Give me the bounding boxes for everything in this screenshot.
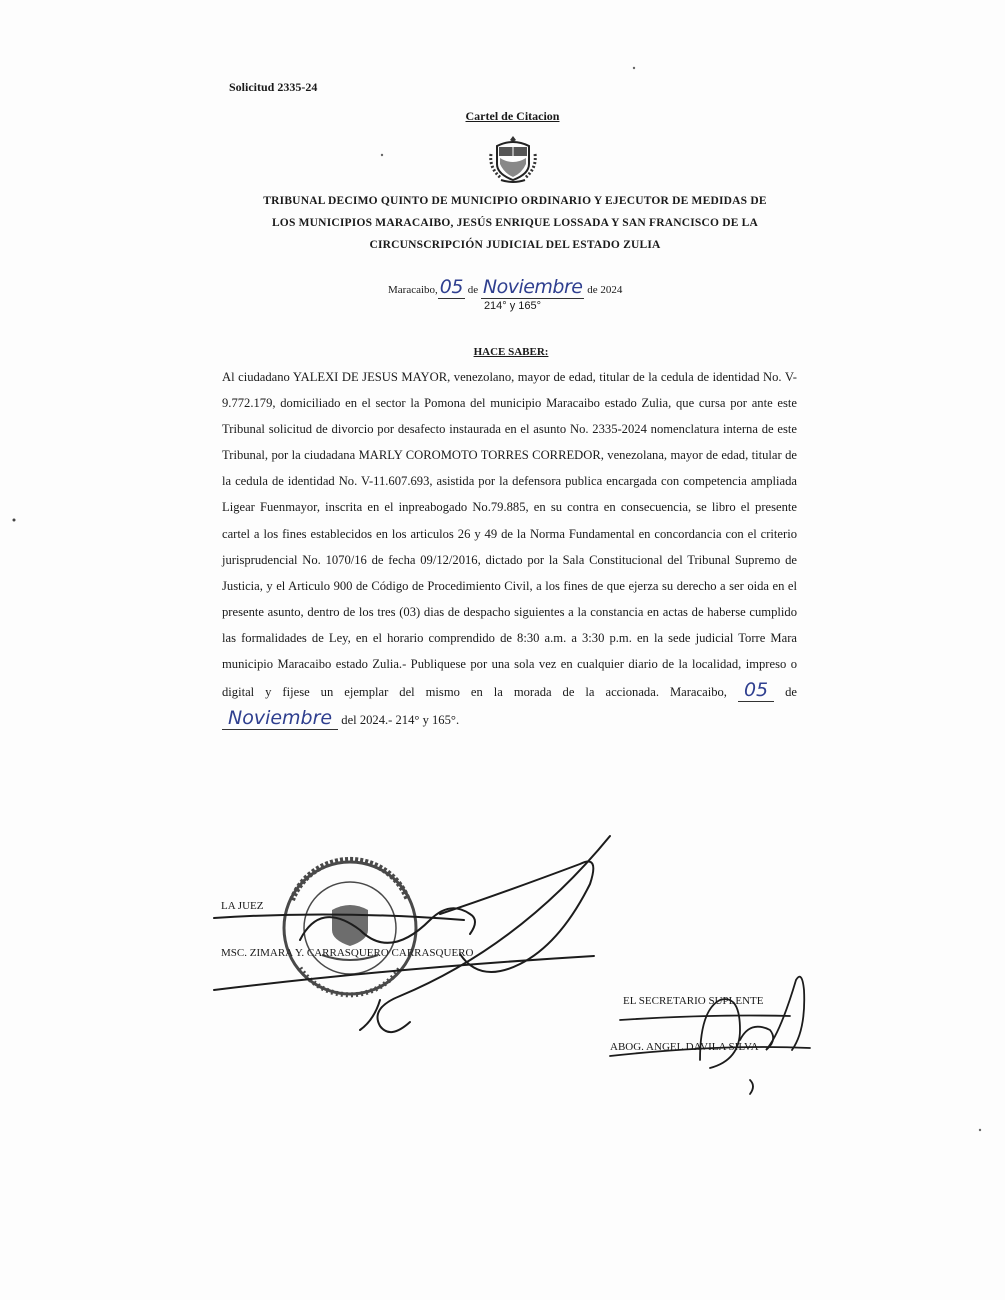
closing-city: Maracaibo,	[669, 685, 727, 700]
handwritten-day: 05	[439, 276, 463, 298]
date-de: de	[467, 284, 479, 296]
cartel-title: Cartel de Citacion	[465, 109, 560, 123]
date-year: de 2024	[587, 284, 623, 296]
secretary-signature	[610, 977, 810, 1094]
secretary-title: EL SECRETARIO SUPLENTE	[623, 995, 764, 1007]
notice-paragraph-text: Al ciudadano YALEXI DE JESUS MAYOR, venezolano, mayor de edad, titular de la cedula de identidad No. V-9.772.179, domiciliado en el sector la Pomona del municipio Maracaibo estado Zulia, que cursa por ante este Tribunal solicitud de divorcio por desafecto instaurada en el asunto No. 2335-2024 nomenclatura interna de este Tribunal, por la ciudadana MARLY COROMOTO TORRES CORREDOR, venezolana, mayor de edad, titular de la cedula de identidad No. V-11.607.693, asistida por la defensora publica encargada con competencia ampliada Ligear Fuenmayor, inscrita en el inpreabogado No.79.885, en su contra en consecuencia, se libro el presente cartel a los fines establecidos en los articulos 26 y 49 de la Norma Fundamental en concordancia con el criterio jurisprudencial No. 1070/16 de fecha 09/12/2016, dictado por la Sala Constitucional del Tribunal Supremo de Justicia, y el Articulo 900 de Código de Procedimiento Civil, a los fines de que ejerza su derecho a ser oida en el presente asunto, dentro de los tres (03) dias de despacho siguientes a la constancia en actas de haberse cumplido las formalidades de Ley, en el horario comprendido de 8:30 a.m. a 3:30 p.m. en la sede judicial Torre Mara municipio Maracaibo estado Zulia.- Publiquese por una sola vez en cualquier diario de la localidad, impreso o digital y fijese un ejemplar del mismo en la morada de la accionada.	[222, 370, 797, 700]
court-line: CIRCUNSCRIPCIÓN JUDICIAL DEL ESTADO ZULIA	[369, 239, 661, 251]
handwritten-month: Noviembre	[482, 276, 583, 298]
closing-handwritten-month: Noviembre	[222, 707, 338, 730]
hace-saber-heading: HACE SABER:	[473, 346, 549, 358]
closing-handwritten-day: 05	[738, 679, 774, 702]
judge-title: LA JUEZ	[221, 900, 264, 912]
secretary-name: ABOG. ANGEL DAVILA SILVA	[610, 1041, 759, 1053]
years-line: 214° y 165°	[483, 300, 542, 312]
judge-signature	[214, 836, 610, 1032]
solicitud-number: Solicitud 2335-24	[229, 80, 318, 94]
closing-de: de	[785, 685, 797, 700]
date-city: Maracaibo,	[388, 284, 438, 296]
closing-tail: del 2024.- 214° y 165°.	[341, 713, 460, 728]
court-line: TRIBUNAL DECIMO QUINTO DE MUNICIPIO ORDINARIO Y EJECUTOR DE MEDIDAS DE	[263, 195, 767, 207]
judge-name: MSC. ZIMARA Y. CARRASQUERO CARRASQUERO	[221, 947, 474, 959]
court-line: LOS MUNICIPIOS MARACAIBO, JESÚS ENRIQUE LOSSADA Y SAN FRANCISCO DE LA	[271, 217, 759, 229]
